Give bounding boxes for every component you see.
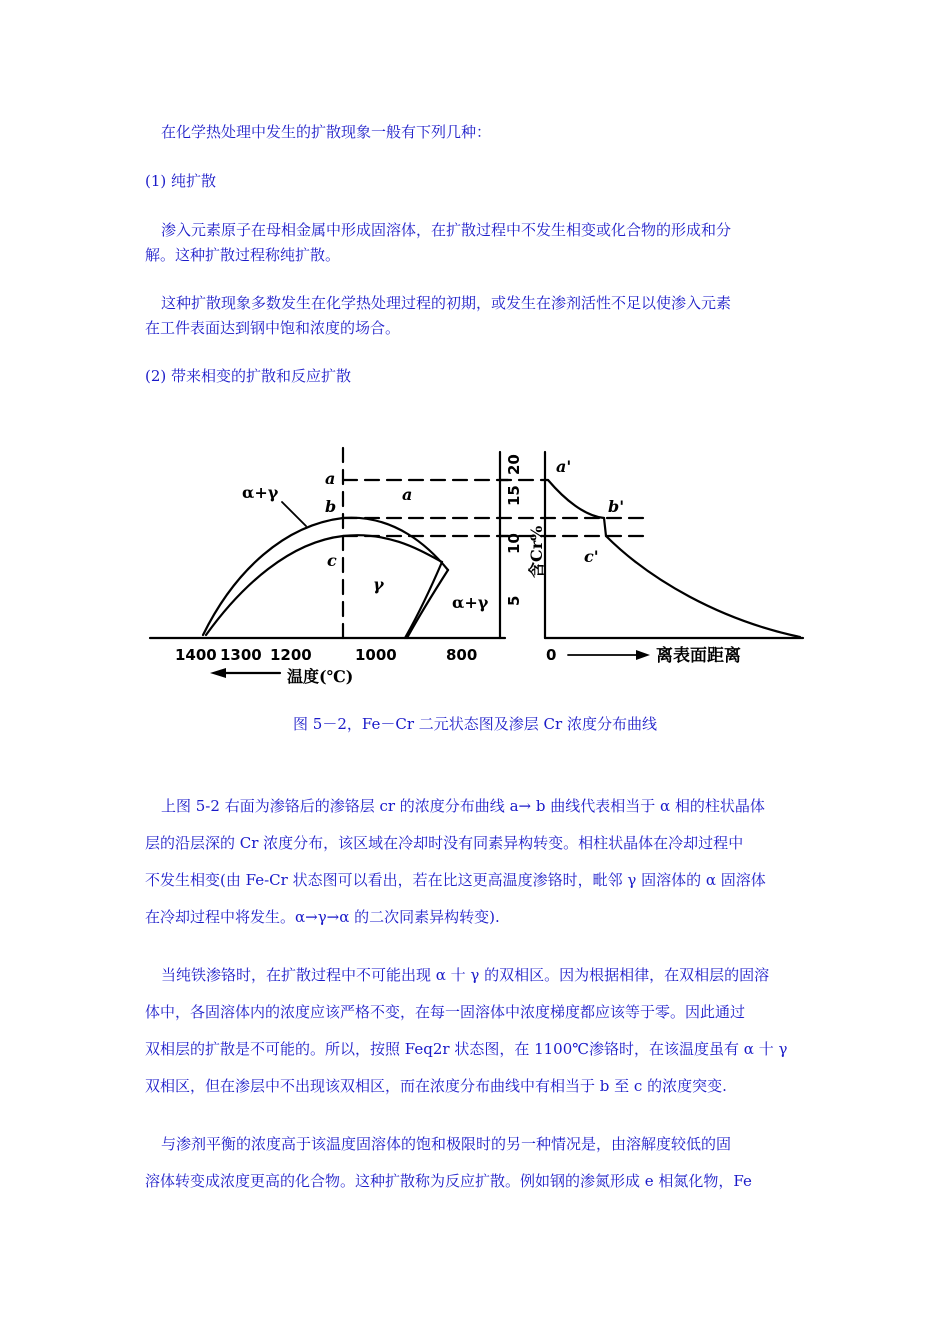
loop-right-inner [405,562,442,638]
text-line: 在冷却过程中将发生。α→γ→α 的二次同素异构转变). [145,908,500,926]
text-line: 不发生相变(由 Fe-Cr 状态图可以看出，若在比这更高温度渗铬时，毗邻 γ 固溶体的 α 固溶体 [145,871,766,889]
point-a-prime-label: a' [556,457,572,476]
text-line: 与渗剂平衡的浓度高于该温度固溶体的饱和极限时的另一种情况是，由溶解度较低的固 [161,1135,732,1153]
x-axis-label-distance: 离表面距离 [656,646,741,666]
x-tick-800: 800 [446,646,478,664]
paragraph-pure-iron-chromizing [145,957,810,1105]
heading-phase-change-diffusion [145,364,810,389]
text-line: (1) 纯扩散 [145,172,217,190]
paragraph-pure-diffusion [145,218,810,268]
temperature-arrow-head [210,668,226,678]
text-line: 当纯铁渗铬时，在扩散过程中不可能出现 α 十 γ 的双相区。因为根据相律，在双相层的固溶 [161,966,770,984]
heading-pure-diffusion [145,169,810,194]
y-tick-15: 15 [505,485,523,506]
point-c-prime-label: c' [584,547,599,566]
gamma-loop-inner-curve [206,535,442,635]
region-a-label: a [402,485,413,504]
text-line: 这种扩散现象多数发生在化学热处理过程的初期，或发生在渗剂活性不足以使渗入元素 [161,294,732,312]
point-b-prime-label: b' [608,497,625,516]
figure-caption: 图 5－2，Fe－Cr 二元状态图及渗层 Cr 浓度分布曲线 [293,715,657,733]
text-line: 解。这种扩散过程称纯扩散。 [145,246,341,264]
y-axis-label-cr: 含Cr% [527,525,546,578]
x-tick-1200: 1200 [270,646,312,664]
text-line: 上图 5-2 右面为渗铬后的渗铬层 cr 的浓度分布曲线 a→ b 曲线代表相当于 α 相的柱状晶体 [161,797,765,815]
x-tick-1300: 1300 [220,646,262,664]
alpha-gamma-leader-line [282,502,306,526]
paragraph-early-stage [145,291,810,341]
y-tick-10: 10 [505,533,523,554]
loop-right-outer [407,570,448,638]
text-line: 层的沿层深的 Cr 浓度分布，该区域在冷却时没有同素异构转变。相柱状晶体在冷却过程中 [145,834,744,852]
text-line: 溶体转变成浓度更高的化合物。这种扩散称为反应扩散。例如钢的渗氮形成 e 相氮化物，Fe [145,1172,752,1190]
point-b-label: b [325,497,337,516]
paragraph-figure-explanation [145,788,810,936]
profile-curve-a-b [548,480,604,518]
x-tick-1000: 1000 [355,646,397,664]
point-a-label: a [325,469,336,488]
x-tick-1400: 1400 [175,646,217,664]
paragraph-reaction-diffusion [145,1126,810,1200]
paragraph-intro [145,120,810,145]
y-tick-20: 20 [505,454,523,475]
text-line: 在化学热处理中发生的扩散现象一般有下列几种： [161,123,492,141]
profile-curve-c-end [606,536,800,637]
gamma-loop-outer-curve [203,518,448,635]
distance-arrow-head [636,650,650,660]
text-line: 在工件表面达到钢中饱和浓度的场合。 [145,319,401,337]
y-tick-5: 5 [505,595,523,606]
text-line: 渗入元素原子在母相金属中形成固溶体，在扩散过程中不发生相变或化合物的形成和分 [161,221,732,239]
zero-label: 0 [546,646,557,664]
text-line: 体中，各固溶体内的浓度应该严格不变，在每一固溶体中浓度梯度都应该等于零。因此通过 [145,1003,746,1021]
point-c-label: c [327,551,337,570]
label-alpha-gamma-right: α+γ [452,593,489,612]
x-axis-label-temperature: 温度(℃) [287,667,354,686]
text-line: 双相层的扩散是不可能的。所以，按照 Feq2r 状态图，在 1100℃渗铬时，在该温度虽有 α 十 γ [145,1040,788,1058]
text-line: 双相区，但在渗层中不出现该双相区，而在浓度分布曲线中有相当于 b 至 c 的浓度突变. [145,1077,727,1095]
gamma-label: γ [373,575,384,594]
text-line: (2) 带来相变的扩散和反应扩散 [145,367,352,385]
fe-cr-phase-diagram-figure [0,430,950,695]
label-alpha-gamma-top: α+γ [242,483,279,502]
profile-jump-b-c [604,518,606,536]
